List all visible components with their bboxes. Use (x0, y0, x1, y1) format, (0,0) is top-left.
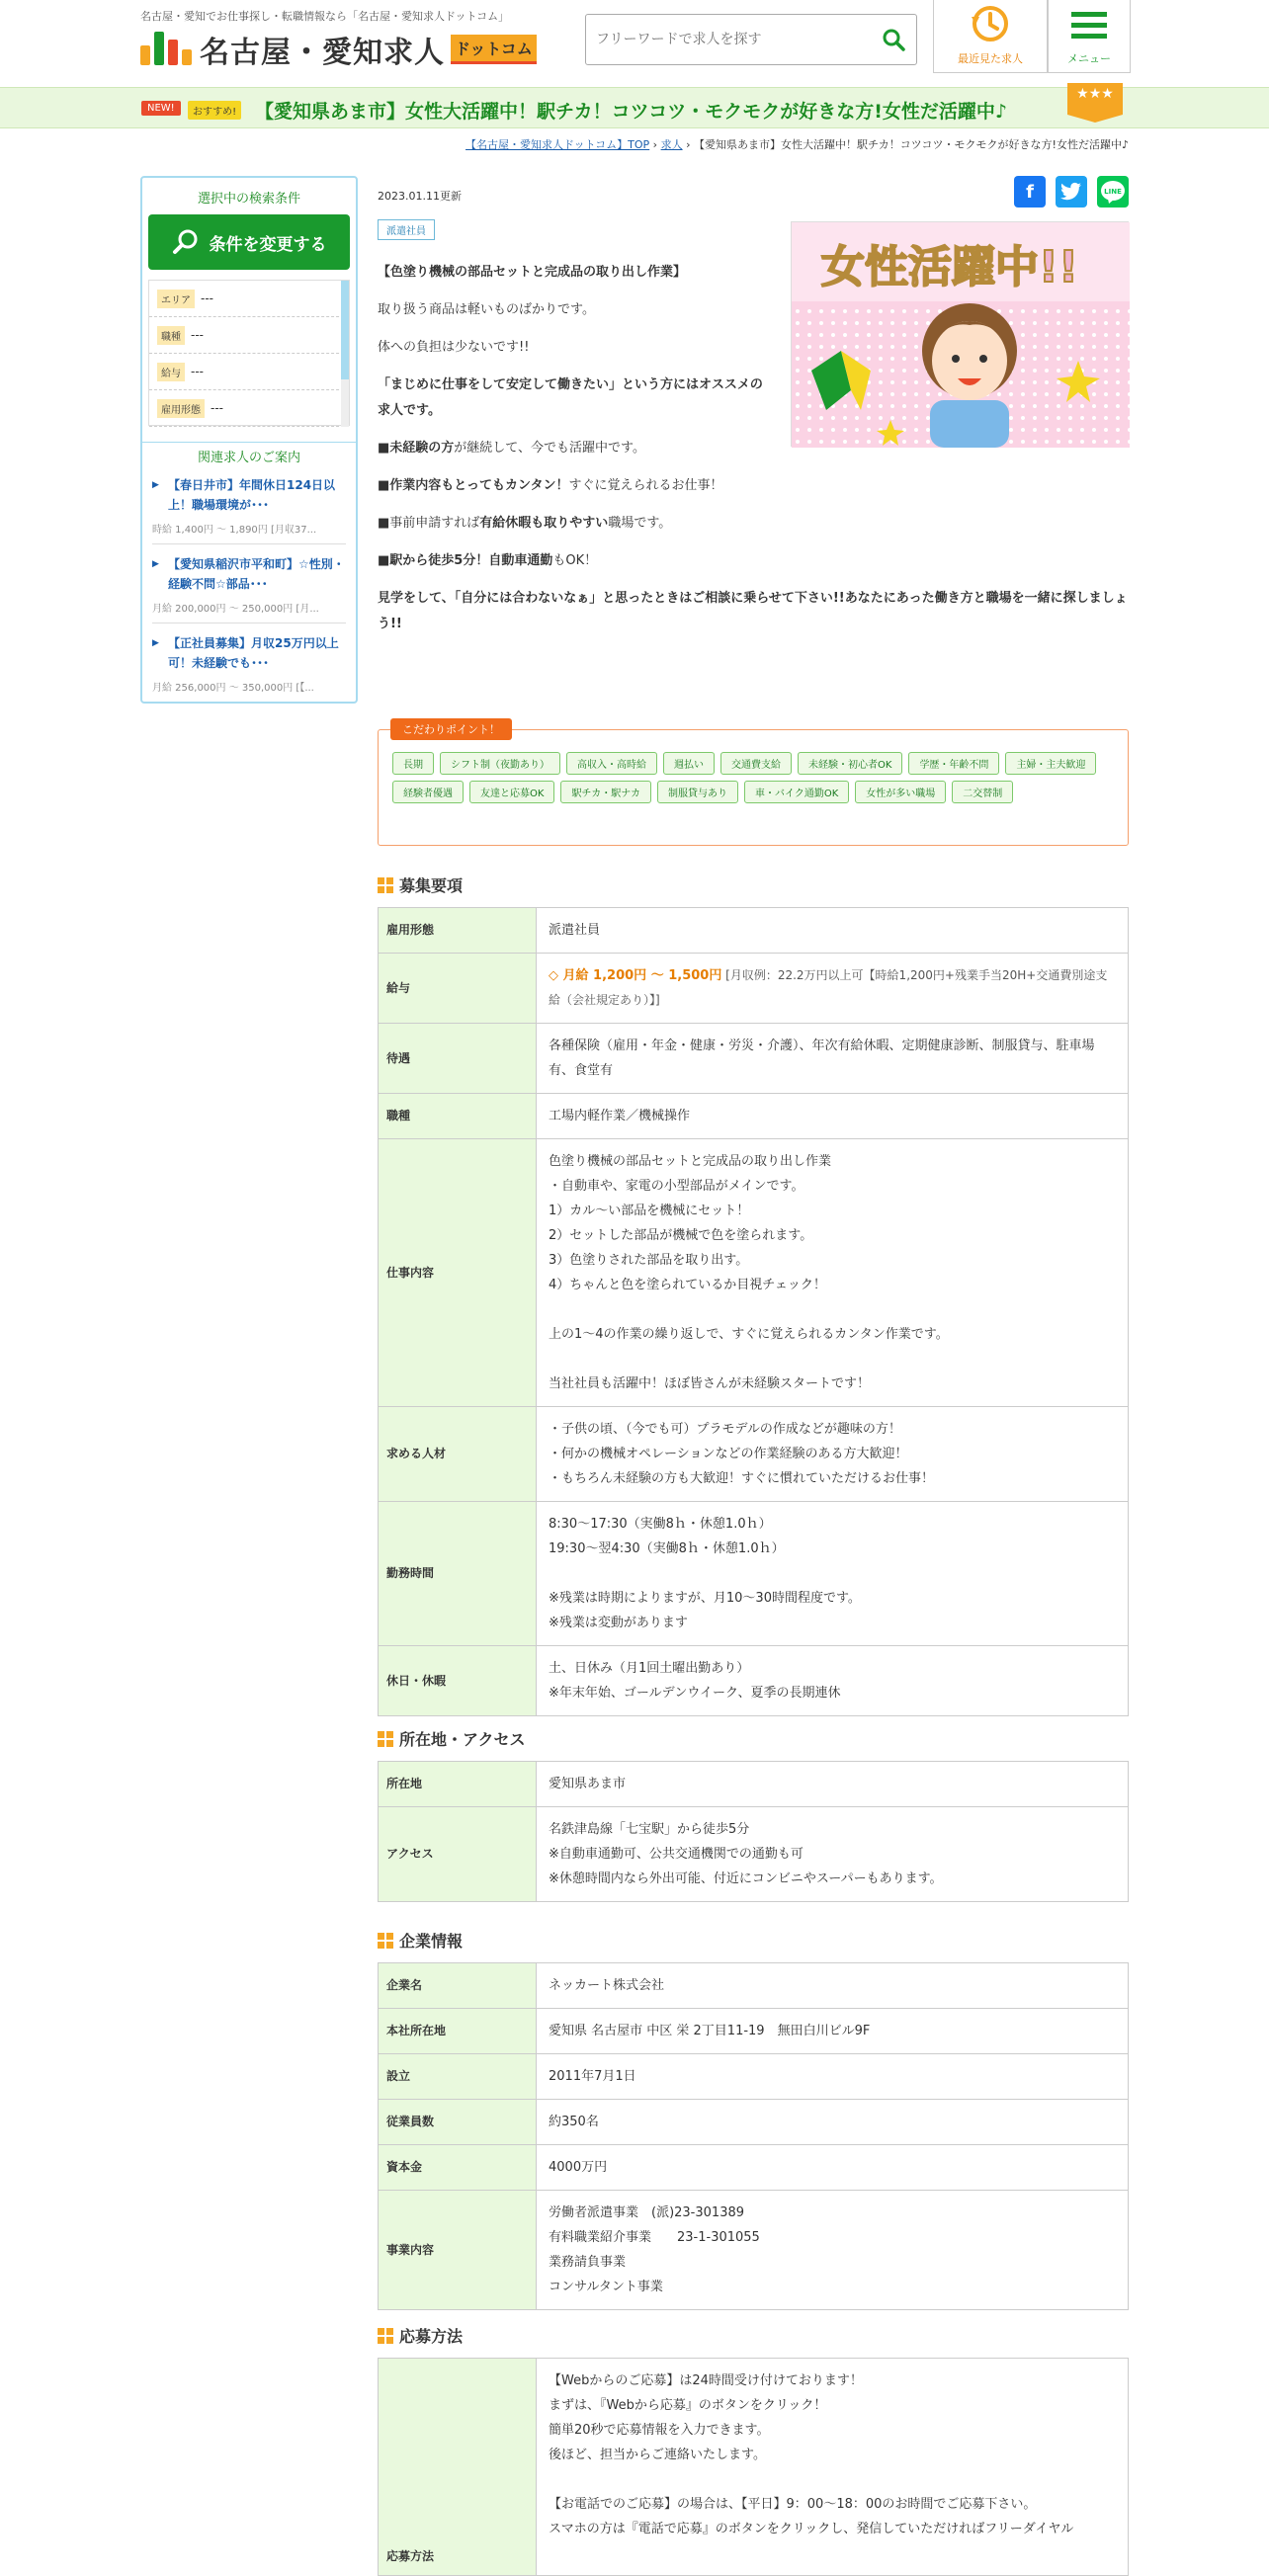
feature-tag[interactable]: 高収入・高時給 (566, 752, 657, 775)
closing-text: 見学をして、「自分には合わないなぁ」と思ったときはご相談に乗らせて下さい!!あなたにあった働き方と職場を一緒に探しましょう!! (378, 591, 1128, 631)
intro-headline: 【色塗り機械の部品セットと完成品の取り出し作業】 (378, 265, 687, 280)
row-value: 愛知県 名古屋市 中区 栄 2丁目11-19 無田白川ビル9F (537, 2009, 1129, 2054)
point-text: もOK！ (552, 553, 598, 568)
change-conditions-label: 条件を変更する (209, 234, 327, 255)
conditions-list[interactable] (148, 280, 350, 426)
search-box (585, 14, 917, 65)
row-label: 事業内容 (379, 2191, 537, 2310)
feature-tag[interactable]: 女性が多い職場 (855, 781, 946, 803)
recruit-table (378, 907, 1129, 1716)
row-value: 2011年7月1日 (537, 2054, 1129, 2100)
search-icon[interactable] (881, 27, 906, 52)
condition-employment (149, 390, 349, 427)
row-label: 仕事内容 (379, 1139, 537, 1407)
row-value: ・子供の頃、（今でも可）プラモデルの作成などが趣味の方！ ・何かの機械オペレーションなどの作業経験のある方大歓迎！ ・もちろん未経験の方も大歓迎！すぐに慣れていただけるお仕事！ (537, 1407, 1129, 1502)
recruit-section-heading (378, 873, 463, 896)
row-value: ネッカート株式会社 (537, 1963, 1129, 2009)
table-row (379, 1762, 1129, 1807)
table-row (379, 2359, 1129, 2576)
row-label: 勤務時間 (379, 1502, 537, 1646)
hamburger-menu-icon (1069, 9, 1109, 42)
table-row (379, 1139, 1129, 1407)
logo-text: 名古屋・愛知求人 (200, 36, 445, 70)
search-icon (172, 228, 200, 256)
apply-table (378, 2358, 1129, 2576)
table-row (379, 954, 1129, 1024)
access-table (378, 1761, 1129, 1902)
menu-button[interactable] (1048, 0, 1131, 73)
access-heading-text: 所在地・アクセス (399, 1730, 526, 1749)
feature-tag[interactable]: 週払い (663, 752, 715, 775)
conditions-scrollbar[interactable] (341, 281, 349, 427)
breadcrumb-jobs-link[interactable]: 求人 (660, 138, 683, 151)
feature-tag[interactable]: 主婦・主夫歓迎 (1005, 752, 1096, 775)
row-value: 工場内軽作業／機械操作 (537, 1094, 1129, 1139)
apply-section-heading (378, 2324, 463, 2347)
row-label: アクセス (379, 1807, 537, 1902)
line-share-icon[interactable] (1097, 176, 1129, 208)
recent-jobs-label: 最近見た求人 (958, 52, 1023, 65)
related-job-salary: 月給 256,000円 ～ 350,000円 [【... (152, 683, 314, 694)
salary-note: [月収例：22.2万円以上可【時給1,200円+残業手当20H+交通費別途支給（会社規定あり）】] (549, 968, 1108, 1007)
condition-value: --- (201, 291, 213, 305)
table-row (379, 2191, 1129, 2310)
related-job-item[interactable] (152, 633, 346, 702)
table-row (379, 2009, 1129, 2054)
recent-jobs-button[interactable] (933, 0, 1048, 73)
feature-tags (392, 752, 1124, 803)
table-row (379, 1094, 1129, 1139)
row-value: 色塗り機械の部品セットと完成品の取り出し作業 ・自動車や、家電の小型部品がメインです。 1）カル～い部品を機械にセット！ 2）セットした部品が機械で色を塗られます。 3）色塗りされた部品を取り出す。 4）ちゃんと色を塗られているか目視チェック！ 上の1～4の作業の繰り返しで、すぐに覚えられるカンタン作業です。 当社社員も活躍中！ほぼ皆さんが未経験スタートです！ (537, 1139, 1129, 1407)
row-value (537, 954, 1129, 1024)
new-badge: NEW! (141, 101, 181, 116)
site-tagline: 名古屋・愛知でお仕事探し・転職情報なら「名古屋・愛知求人ドットコム」 (140, 10, 510, 23)
table-row (379, 908, 1129, 954)
feature-tag[interactable]: 経験者優遇 (392, 781, 464, 803)
feature-tag[interactable]: 友達と応募OK (469, 781, 554, 803)
table-row (379, 2054, 1129, 2100)
related-job-item[interactable] (152, 475, 346, 544)
breadcrumb: 【名古屋・愛知求人ドットコム】TOP › 求人 › 【愛知県あま市】女性大活躍中！駅チカ！コツコツ・モクモクが好きな方!女性だ活躍中♪ (465, 138, 1129, 151)
picture-caption: 女性活躍中!! (820, 242, 1079, 292)
feature-tag[interactable]: 車・バイク通勤OK (744, 781, 849, 803)
job-intro (378, 260, 773, 424)
job-picture (791, 221, 1129, 447)
row-value: 約350名 (537, 2100, 1129, 2145)
point-text: すぐに覚えられるお仕事！ (568, 478, 723, 493)
row-value: 土、日休み（月1回土曜出勤あり） ※年末年始、ゴールデンウイーク、夏季の長期連休 (537, 1646, 1129, 1716)
table-row (379, 1807, 1129, 1902)
svg-text:LINE: LINE (1104, 188, 1122, 196)
row-label: 休日・休暇 (379, 1646, 537, 1716)
table-row (379, 1646, 1129, 1716)
job-title: 【愛知県あま市】女性大活躍中！駅チカ！コツコツ・モクモクが好きな方!女性だ活躍中♪ (255, 101, 1008, 123)
condition-tag: 雇用形態 (157, 399, 205, 418)
row-label: 資本金 (379, 2145, 537, 2191)
share-buttons (1014, 176, 1129, 208)
feature-tag[interactable]: 交通費支給 (720, 752, 792, 775)
feature-tag[interactable]: 長期 (392, 752, 434, 775)
search-input[interactable] (596, 32, 881, 47)
condition-value: --- (191, 365, 204, 378)
company-table (378, 1962, 1129, 2310)
table-row (379, 1963, 1129, 2009)
row-label: 給与 (379, 954, 537, 1024)
row-value: 8:30～17:30（実働8ｈ・休憩1.0ｈ） 19:30～翌4:30（実働8ｈ・休憩1.0ｈ） ※残業は時期によりますが、月10～30時間程度です。 ※残業は変動があります (537, 1502, 1129, 1646)
condition-job-type (149, 317, 349, 354)
feature-tag[interactable]: シフト制（夜勤あり） (440, 752, 560, 775)
intro-text: 取り扱う商品は軽いものばかりです。 (378, 302, 595, 317)
row-label: 所在地 (379, 1762, 537, 1807)
breadcrumb-current: 【愛知県あま市】女性大活躍中！駅チカ！コツコツ・モクモクが好きな方!女性だ活躍中♪ (694, 138, 1129, 151)
company-section-heading (378, 1929, 463, 1952)
condition-value: --- (191, 328, 204, 342)
intro-text: 「まじめに仕事をして安定して働きたい」という方にはオススメの求人です。 (378, 377, 763, 418)
condition-tag: 給与 (157, 363, 185, 381)
point-bold: ■作業内容もとってもカンタン！ (378, 478, 569, 493)
history-clock-icon (970, 3, 1011, 44)
row-value: 各種保険（雇用・年金・健康・労災・介護）、年次有給休暇、定期健康診断、制服貸与、駐車場有、食堂有 (537, 1024, 1129, 1094)
row-value: 【Webからのご応募】は24時間受け付けております！ まずは、『Webから応募』のボタンをクリック！ 簡単20秒で応募情報を入力できます。 後ほど、担当からご連絡いたします。 【お電話でのご応募】の場合は、【平日】9：00～18：00のお時間でご応募下さい。 スマホの方は『電話で応募』のボタンをクリックし、発信していただければフリーダイヤル (537, 2359, 1129, 2576)
women-active-illustration (792, 222, 1130, 448)
access-section-heading (378, 1727, 526, 1750)
section-bullet-icon (378, 1731, 393, 1747)
rating-stars-ribbon: ★★★ (1067, 83, 1123, 115)
point-bold: ■未経験の方 (378, 441, 455, 456)
feature-points-label: こだわりポイント！ (390, 718, 512, 740)
point-text: ■事前申請すれば (378, 516, 480, 531)
feature-tag[interactable]: 駅チカ・駅ナカ (560, 781, 651, 803)
row-label: 設立 (379, 2054, 537, 2100)
condition-tag: エリア (157, 290, 195, 308)
site-header (0, 0, 1269, 87)
related-jobs-heading: 関連求人のご案内 (142, 442, 356, 465)
point-text: 職場です。 (608, 516, 672, 531)
row-value: 名鉄津島線「七宝駅」から徒歩5分 ※自動車通勤可、公共交通機関での通勤も可 ※休憩時間内なら外出可能、付近にコンビニやスーパーもあります。 (537, 1807, 1129, 1902)
related-job-title[interactable]: ▶ 【愛知県稲沢市平和町】☆性別・経験不問☆部品･･･ (152, 554, 346, 594)
feature-tag[interactable]: 学歴・年齢不問 (908, 752, 999, 775)
sidebar (140, 176, 358, 704)
point-bold: ■駅から徒歩5分！自動車通勤 (378, 553, 553, 568)
point-text: が継続して、今でも活躍中です。 (454, 441, 645, 456)
point-item (378, 548, 1129, 574)
feature-tag[interactable]: 未経験・初心者OK (798, 752, 902, 775)
feature-tag[interactable]: 二交替制 (952, 781, 1013, 803)
recruit-heading-text: 募集要項 (399, 876, 464, 895)
feature-points-box (378, 723, 1129, 846)
related-job-title[interactable]: ▶ 【春日井市】年間休日124日以上！職場環境が･･･ (152, 475, 346, 515)
row-label: 求める人材 (379, 1407, 537, 1502)
condition-salary (149, 354, 349, 390)
row-value: 派遣社員 (537, 908, 1129, 954)
table-row (379, 1502, 1129, 1646)
apply-heading-text: 応募方法 (399, 2327, 464, 2346)
related-job-title[interactable]: ▶ 【正社員募集】月収25万円以上可！未経験でも･･･ (152, 633, 346, 673)
row-value: 労働者派遣事業 (派)23-301389 有料職業紹介事業 23-1-301055 業務請負事業 コンサルタント事業 (537, 2191, 1129, 2310)
menu-label: メニュー (1067, 52, 1111, 65)
updated-date: 2023.01.11更新 (378, 190, 462, 203)
section-bullet-icon (378, 2328, 393, 2344)
site-logo[interactable] (140, 30, 537, 69)
condition-tag: 職種 (157, 326, 185, 345)
job-detail (378, 176, 1129, 2563)
row-label: 応募方法 (379, 2359, 537, 2576)
point-bold: 有給休暇も取りやすい (479, 516, 609, 531)
salary-range: ◇ 月給 1,200円 ～ 1,500円 (549, 968, 722, 983)
employment-type-tag: 派遣社員 (378, 219, 435, 240)
feature-tag[interactable]: 制服貸与あり (657, 781, 738, 803)
row-value: 4000万円 (537, 2145, 1129, 2191)
related-job-salary: 月給 200,000円 ～ 250,000円 [月... (152, 604, 319, 615)
search-conditions-heading: 選択中の検索条件 (197, 192, 300, 207)
related-job-item[interactable] (152, 554, 346, 623)
row-label: 職種 (379, 1094, 537, 1139)
row-label: 企業名 (379, 1963, 537, 2009)
logo-mark-icon (140, 32, 192, 67)
facebook-share-icon[interactable]: f (1014, 176, 1046, 208)
related-job-salary: 時給 1,400円 ～ 1,890円 [月収37... (152, 525, 317, 536)
table-row (379, 1407, 1129, 1502)
breadcrumb-top-link[interactable]: 【名古屋・愛知求人ドットコム】TOP (465, 138, 650, 151)
recommend-badge: おすすめ! (188, 101, 241, 120)
change-conditions-button[interactable] (148, 214, 350, 270)
job-points (378, 436, 1129, 637)
condition-value: --- (211, 401, 223, 415)
row-value: 愛知県あま市 (537, 1762, 1129, 1807)
twitter-share-icon[interactable] (1056, 176, 1087, 208)
point-item (378, 511, 1129, 537)
row-label: 従業員数 (379, 2100, 537, 2145)
table-row (379, 1024, 1129, 1094)
row-label: 本社所在地 (379, 2009, 537, 2054)
row-label: 待遇 (379, 1024, 537, 1094)
section-bullet-icon (378, 1933, 393, 1949)
point-item (378, 473, 1129, 499)
company-heading-text: 企業情報 (399, 1932, 464, 1951)
table-row (379, 2145, 1129, 2191)
condition-area (149, 281, 349, 317)
table-row (379, 2100, 1129, 2145)
section-bullet-icon (378, 877, 393, 893)
intro-text: 体への負担は少ないです!! (378, 340, 530, 355)
logo-dotcom: ドットコム (451, 35, 537, 64)
row-label: 雇用形態 (379, 908, 537, 954)
